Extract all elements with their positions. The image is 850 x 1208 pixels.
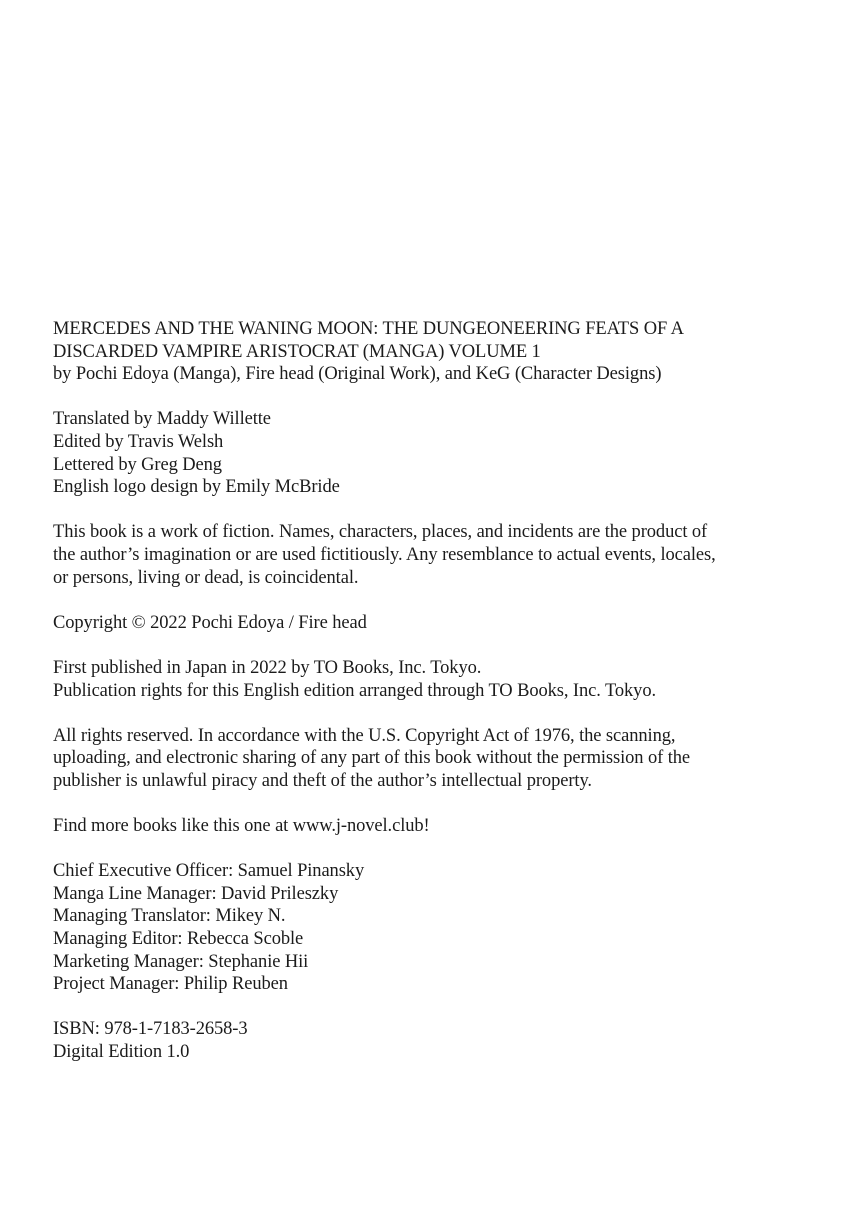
isbn-line: ISBN: 978-1-7183-2658-3: [53, 1019, 248, 1040]
credit-translator: Translated by Maddy Willette: [53, 409, 271, 430]
digital-edition-line: Digital Edition 1.0: [53, 1042, 190, 1062]
paragraph-staff-credits: [53, 860, 753, 996]
colophon-text-block: [53, 318, 753, 1086]
rights-line-1: All rights reserved. In accordance with the U.S. Copyright Act of 1976, the scanning,: [53, 725, 676, 746]
rights-line-3: publisher is unlawful piracy and theft of the author’s intellectual property.: [53, 770, 592, 791]
paragraph-book-title: [53, 318, 753, 386]
paragraph-localization-credits: [53, 408, 753, 498]
disclaimer-line-3: or persons, living or dead, is coincidental.: [53, 567, 359, 588]
disclaimer-line-1: This book is a work of fiction. Names, characters, places, and incidents are the product of: [53, 522, 708, 543]
paragraph-publication-info: [53, 657, 753, 702]
publication-line-1: First published in Japan in 2022 by TO Books, Inc. Tokyo.: [53, 657, 482, 678]
staff-project-manager: Project Manager: Philip Reuben: [53, 974, 288, 995]
book-title-line-1: MERCEDES AND THE WANING MOON: THE DUNGEONEERING FEATS OF A: [53, 319, 684, 339]
disclaimer-line-2: the author’s imagination or are used fictitiously. Any resemblance to actual events, locales,: [53, 544, 716, 565]
book-byline: by Pochi Edoya (Manga), Fire head (Original Work), and KeG (Character Designs): [53, 364, 662, 385]
paragraph-copyright: [53, 612, 753, 635]
paragraph-fiction-disclaimer: [53, 521, 753, 589]
copyright-notice: Copyright © 2022 Pochi Edoya / Fire head: [53, 612, 367, 633]
paragraph-edition-info: [53, 1018, 753, 1063]
credit-letterer: Lettered by Greg Deng: [53, 454, 222, 475]
promo-text: Find more books like this one at www.j-novel.club!: [53, 816, 430, 837]
staff-marketing-manager: Marketing Manager: Stephanie Hii: [53, 951, 309, 972]
paragraph-rights-notice: [53, 725, 753, 793]
credit-editor: Edited by Travis Welsh: [53, 431, 224, 452]
staff-managing-translator: Managing Translator: Mikey N.: [53, 906, 286, 927]
rights-line-2: uploading, and electronic sharing of any part of this book without the permission of the: [53, 748, 691, 769]
paragraph-promo: [53, 815, 753, 838]
staff-ceo: Chief Executive Officer: Samuel Pinansky: [53, 861, 365, 882]
staff-managing-editor: Managing Editor: Rebecca Scoble: [53, 929, 304, 950]
publication-line-2: Publication rights for this English edition arranged through TO Books, Inc. Tokyo.: [53, 680, 657, 701]
credit-logo-designer: English logo design by Emily McBride: [53, 477, 340, 498]
staff-manga-line-manager: Manga Line Manager: David Prileszky: [53, 883, 339, 904]
book-title-line-2: DISCARDED VAMPIRE ARISTOCRAT (MANGA) VOLUME 1: [53, 341, 541, 362]
